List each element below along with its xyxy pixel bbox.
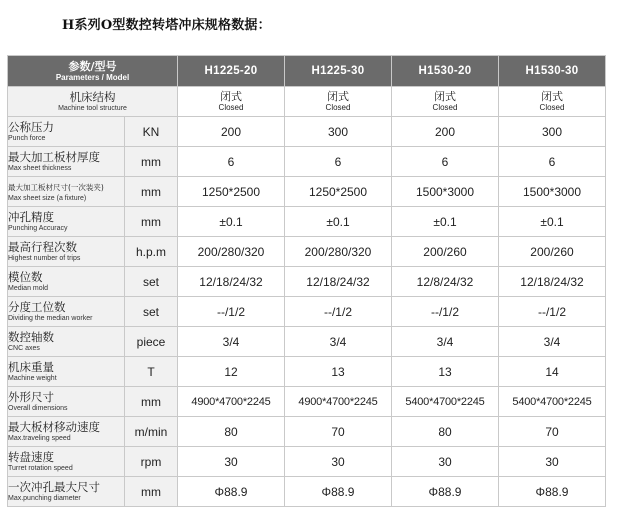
unit-cell: KN xyxy=(125,117,178,147)
value-cell: 200/260 xyxy=(499,237,606,267)
param-label-zh: 数控轴数 xyxy=(8,329,54,344)
value-cell: 13 xyxy=(392,357,499,387)
value-cell: ±0.1 xyxy=(392,207,499,237)
table-row xyxy=(8,327,606,357)
param-label-zh: 机床重量 xyxy=(8,359,54,374)
value-cell: 12 xyxy=(178,357,285,387)
value-zh: 闭式 xyxy=(541,90,563,103)
param-cell xyxy=(8,447,125,477)
value-cell: 4900*4700*2245 xyxy=(285,387,392,417)
param-label-zh: 分度工位数 xyxy=(8,299,66,314)
value-cell: 30 xyxy=(499,447,606,477)
value-zh: 闭式 xyxy=(327,90,349,103)
unit-cell: T xyxy=(125,357,178,387)
param-label-en: Machine weight xyxy=(8,374,57,382)
param-label-en: Punching Accuracy xyxy=(8,224,68,232)
value-cell xyxy=(392,87,499,117)
value-cell: 12/18/24/32 xyxy=(285,267,392,297)
unit-cell: mm xyxy=(125,387,178,417)
spec-table xyxy=(7,55,606,507)
value-cell: --/1/2 xyxy=(285,297,392,327)
param-label-zh: 一次冲孔最大尺寸 xyxy=(8,479,100,494)
table-row xyxy=(8,177,606,207)
table-row xyxy=(8,447,606,477)
unit-cell: rpm xyxy=(125,447,178,477)
value-cell: 80 xyxy=(178,417,285,447)
unit-cell: mm xyxy=(125,477,178,507)
value-cell: Φ88.9 xyxy=(178,477,285,507)
param-label-zh: 机床结构 xyxy=(69,89,116,104)
param-label-zh: 最大板材移动速度 xyxy=(8,419,100,434)
value-cell: 300 xyxy=(285,117,392,147)
table-row xyxy=(8,417,606,447)
param-label-en: Max sheet thickness xyxy=(8,164,72,172)
header-model: H1530-30 xyxy=(499,56,606,87)
value-cell: 12/8/24/32 xyxy=(392,267,499,297)
value-cell: Φ88.9 xyxy=(392,477,499,507)
value-cell: 12/18/24/32 xyxy=(499,267,606,297)
table-row xyxy=(8,357,606,387)
value-cell: 200 xyxy=(392,117,499,147)
param-label-zh: 公称压力 xyxy=(8,119,54,134)
table-row xyxy=(8,237,606,267)
unit-cell: piece xyxy=(125,327,178,357)
value-cell: 12/18/24/32 xyxy=(178,267,285,297)
value-cell: Φ88.9 xyxy=(499,477,606,507)
value-cell: 80 xyxy=(392,417,499,447)
value-cell: 30 xyxy=(178,447,285,477)
table-row xyxy=(8,477,606,507)
param-label-en: Dividing the median worker xyxy=(8,314,93,322)
param-label-zh: 最高行程次数 xyxy=(8,239,77,254)
value-cell: 70 xyxy=(285,417,392,447)
value-cell: 3/4 xyxy=(178,327,285,357)
value-cell: 3/4 xyxy=(392,327,499,357)
value-cell: 200/280/320 xyxy=(285,237,392,267)
value-cell: 6 xyxy=(392,147,499,177)
table-row xyxy=(8,297,606,327)
page-title: H系列O型数控转塔冲床规格数据： xyxy=(62,18,271,33)
value-cell: 70 xyxy=(499,417,606,447)
unit-cell: mm xyxy=(125,207,178,237)
value-cell xyxy=(499,87,606,117)
value-cell xyxy=(178,87,285,117)
param-label-zh: 转盘速度 xyxy=(8,449,54,464)
value-cell: --/1/2 xyxy=(178,297,285,327)
param-cell xyxy=(8,207,125,237)
param-cell xyxy=(8,327,125,357)
value-cell: 3/4 xyxy=(499,327,606,357)
value-cell xyxy=(285,87,392,117)
param-cell xyxy=(8,387,125,417)
value-en: Closed xyxy=(432,102,458,112)
value-cell: 14 xyxy=(499,357,606,387)
value-cell: 5400*4700*2245 xyxy=(499,387,606,417)
header-param-cell xyxy=(8,56,178,87)
value-cell: Φ88.9 xyxy=(285,477,392,507)
value-cell: --/1/2 xyxy=(499,297,606,327)
param-label-en: Max.traveling speed xyxy=(8,434,71,442)
unit-cell: set xyxy=(125,297,178,327)
value-cell: 200/280/320 xyxy=(178,237,285,267)
param-cell xyxy=(8,357,125,387)
param-cell xyxy=(8,87,178,117)
value-cell: ±0.1 xyxy=(178,207,285,237)
value-cell: --/1/2 xyxy=(392,297,499,327)
value-zh: 闭式 xyxy=(434,90,456,103)
value-cell: ±0.1 xyxy=(499,207,606,237)
param-cell xyxy=(8,477,125,507)
value-cell: 1250*2500 xyxy=(285,177,392,207)
table-row xyxy=(8,207,606,237)
header-param-en: Parameters / Model xyxy=(55,72,130,82)
value-cell: 5400*4700*2245 xyxy=(392,387,499,417)
value-cell: 4900*4700*2245 xyxy=(178,387,285,417)
param-cell xyxy=(8,117,125,147)
param-label-en: Max.punching diameter xyxy=(8,494,81,502)
value-cell: 6 xyxy=(285,147,392,177)
value-cell: 200 xyxy=(178,117,285,147)
table-row xyxy=(8,87,606,117)
param-label-en: Median mold xyxy=(8,284,49,292)
value-cell: 1250*2500 xyxy=(178,177,285,207)
param-cell xyxy=(8,297,125,327)
param-cell xyxy=(8,417,125,447)
table-header-row xyxy=(8,56,606,87)
value-en: Closed xyxy=(539,102,565,112)
param-cell xyxy=(8,177,125,207)
unit-cell: m/min xyxy=(125,417,178,447)
value-en: Closed xyxy=(325,102,351,112)
value-cell: 6 xyxy=(499,147,606,177)
unit-cell: h.p.m xyxy=(125,237,178,267)
param-label-en: Highest number of trips xyxy=(8,254,81,262)
value-cell: 13 xyxy=(285,357,392,387)
value-zh: 闭式 xyxy=(220,90,242,103)
value-cell: 30 xyxy=(285,447,392,477)
value-cell: 1500*3000 xyxy=(392,177,499,207)
param-label-zh: 最大加工板材厚度 xyxy=(8,149,100,164)
value-cell: 30 xyxy=(392,447,499,477)
header-model: H1225-20 xyxy=(178,56,285,87)
param-label-en: CNC axes xyxy=(8,344,40,352)
table-row xyxy=(8,147,606,177)
value-cell: 3/4 xyxy=(285,327,392,357)
header-model: H1530-20 xyxy=(392,56,499,87)
unit-cell: set xyxy=(125,267,178,297)
value-cell: 300 xyxy=(499,117,606,147)
param-cell xyxy=(8,237,125,267)
unit-cell: mm xyxy=(125,177,178,207)
param-label-zh: 外形尺寸 xyxy=(8,389,54,404)
param-label-en: Punch force xyxy=(8,134,46,142)
table-row xyxy=(8,387,606,417)
param-label-zh: 模位数 xyxy=(8,269,43,284)
value-cell: 200/260 xyxy=(392,237,499,267)
unit-cell: mm xyxy=(125,147,178,177)
value-cell: ±0.1 xyxy=(285,207,392,237)
value-en: Closed xyxy=(218,102,244,112)
header-param-zh: 参数/型号 xyxy=(68,59,117,73)
param-label-zh: 冲孔精度 xyxy=(8,209,54,224)
header-model: H1225-30 xyxy=(285,56,392,87)
param-label-en: Turret rotation speed xyxy=(8,464,73,472)
table-row xyxy=(8,117,606,147)
param-label-zh: 最大加工板材尺寸(一次装夹) xyxy=(8,182,104,192)
table-row xyxy=(8,267,606,297)
param-label-en: Max sheet size (a fixture) xyxy=(8,194,87,202)
value-cell: 1500*3000 xyxy=(499,177,606,207)
param-label-en: Overall dimensions xyxy=(8,404,68,412)
param-cell xyxy=(8,147,125,177)
param-label-en: Machine tool structure xyxy=(58,104,127,112)
param-cell xyxy=(8,267,125,297)
value-cell: 6 xyxy=(178,147,285,177)
